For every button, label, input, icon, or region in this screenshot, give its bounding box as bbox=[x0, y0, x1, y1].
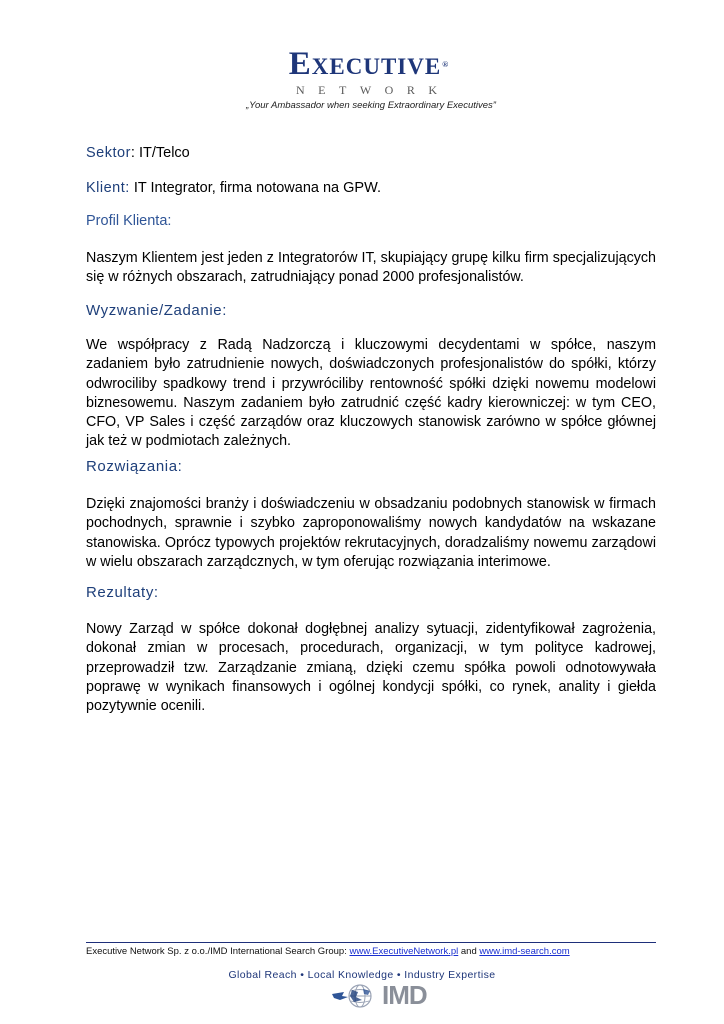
logo-wordmark bbox=[262, 46, 476, 82]
rozwiazania-paragraph: Dzięki znajomości branży i doświadczeniu w obsadzaniu podobnych stanowisk w firmach pochodnych, sprawnie i szybko zaproponowaliśmy nowych kandydatów na wskazane stanowiska. Oprócz typowych projektów rekrutacyjnych, doradzaliśmy nowemu zarządowi w wielu obszarach zarządcznych, w tym oferując rozwiązania interimowe. bbox=[86, 496, 656, 570]
footer-slogan: Global Reach • Local Knowledge • Industry Expertise bbox=[228, 969, 496, 981]
wyzwanie-paragraph: We współpracy z Radą Nadzorczą i kluczowymi decydentami w spółce, naszym zadaniem było zatrudnienie nowych, doświadczonych profesjonalistów do spółki, którzy odwrociliby spadkowy trend i przywróciliby rentowność spółki dzięki nowemu modelowi biznesowemu. Naszym zadaniem było zatrudnić część kadry kierowniczej: w tym CEO, CFO, VP Sales i część zarządów oraz kluczowych stanowisk zarówno w spółce głównej jak też w podmiotach zależnych. bbox=[86, 337, 656, 450]
sektor-label: Sektor bbox=[86, 145, 131, 161]
klient-value: IT Integrator, firma notowana na GPW. bbox=[129, 180, 381, 196]
footer-divider bbox=[86, 942, 656, 943]
rozwiazania-heading: Rozwiązania: bbox=[86, 458, 183, 475]
profil-paragraph: Naszym Klientem jest jeden z Integratorów IT, skupiający grupę kilku firm specjalizujących się w różnych obszarach, zatrudniający ponad 2000 profesjonalistów. bbox=[86, 250, 656, 286]
klient-label: Klient: bbox=[86, 180, 130, 196]
footer-company-text: Executive Network Sp. z o.o./IMD International Search Group: bbox=[86, 946, 350, 957]
logo-network-text: NETWORK bbox=[296, 83, 451, 97]
rezultaty-heading: Rezultaty: bbox=[86, 584, 159, 601]
globe-icon bbox=[330, 984, 382, 1008]
imd-logo-text: IMD bbox=[382, 980, 427, 1010]
footer-company-line bbox=[86, 946, 656, 957]
klient-line bbox=[86, 180, 381, 196]
footer-and-text: and bbox=[458, 946, 480, 957]
wyzwanie-heading: Wyzwanie/Zadanie: bbox=[86, 302, 227, 319]
rezultaty-paragraph: Nowy Zarząd w spółce dokonał dogłębnej analizy sytuacji, zidentyfikował zagrożenia, dokonał zmian w procesach, procedurach, organizacji, w tym polityce kadrowej, przeprowadził tzw. Zarządzanie zmianą, dzięki czemu spółka powoli odnotowywała poprawę w wynikach finansowych i ogólnej kondycji spółki, co rynek, anality i giełda pozytywnie ocenili. bbox=[86, 621, 656, 715]
logo-registered-mark: ® bbox=[442, 59, 450, 69]
footer-link-executivenetwork[interactable]: www.ExecutiveNetwork.pl bbox=[349, 946, 459, 957]
logo-wordmark-text: Executive bbox=[288, 45, 442, 82]
sektor-line bbox=[86, 145, 190, 161]
header-logo bbox=[0, 46, 724, 116]
imd-logo bbox=[330, 980, 442, 1010]
sektor-value: : IT/Telco bbox=[130, 145, 190, 161]
logo-tagline: „Your Ambassador when seeking Extraordinary Executives” bbox=[246, 100, 496, 111]
profil-heading: Profil Klienta: bbox=[86, 213, 172, 229]
footer-link-imd[interactable]: www.imd-search.com bbox=[479, 946, 570, 957]
